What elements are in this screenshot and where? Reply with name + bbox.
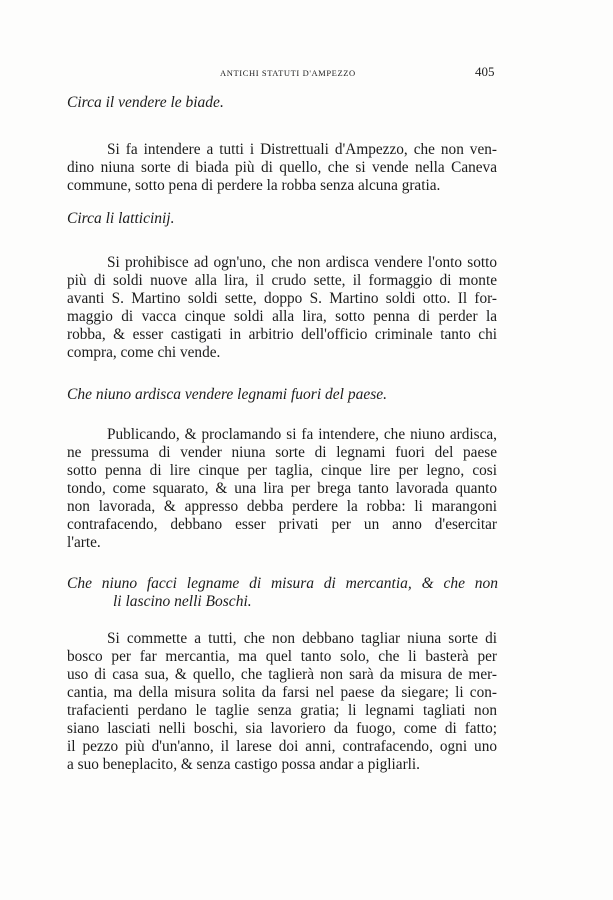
section-heading: Circa li latticinij. [67,210,175,227]
text-line: Publicando, & proclamando si fa intendere, che niuno ardisca, [107,426,497,443]
text-line: uso di casa sua, & quello, che taglierà non sarà da misura de mer- [67,666,497,683]
text-line: bosco per far mercantia, ma quel tanto solo, che li basterà per [67,648,497,665]
text-line: tondo, come squarato, & una lira per brega tanto lavorada quanto [67,480,497,497]
text-line: l'arte. [67,534,101,551]
text-line: ne pressuma di vender niuna sorte di legnami fuori del paese [67,444,497,461]
text-line: trafacienti perdano le taglie senza gratia; li legnami tagliati non [67,702,497,719]
section-heading: Che niuno facci legname di misura di mercantia, & che non [67,575,498,592]
text-line: Si fa intendere a tutti i Distrettuali d'Ampezzo, che non ven- [107,141,497,158]
text-line: avanti S. Martino soldi sette, doppo S. Martino soldi otto. Il for- [67,290,497,307]
page-number: 405 [475,64,495,79]
text-line: maggio di vacca cinque soldi alla lira, sotto penna di perder la [67,308,497,325]
text-line: più di soldi nuove alla lira, il crudo sette, il formaggio di monte [67,272,497,289]
running-head: ANTICHI STATUTI D'AMPEZZO [220,68,356,78]
text-line: Si prohibisce ad ogn'uno, che non ardisca vendere l'onto sotto [107,254,497,271]
text-line: robba, & esser castigati in arbitrio dell'officio criminale tanto chi [67,326,497,343]
text-line: dino niuna sorte di biada più di quello, che si vende nella Caneva [67,159,497,176]
text-line: compra, come chi vende. [67,344,221,361]
text-line: non lavorada, & appresso debba perdere la robba: li marangoni [67,498,497,515]
text-line: a suo beneplacito, & senza castigo possa andar a pigliarli. [67,756,420,773]
text-line: sotto penna di lire cinque per taglia, cinque lire per legno, cosi [67,462,497,479]
text-line: il pezzo più d'un'anno, il larese doi anni, contrafacendo, ogni uno [67,738,497,755]
section-heading-continued: li lascino nelli Boschi. [113,593,252,610]
text-line: commune, sotto pena di perdere la robba senza alcuna gratia. [67,177,441,194]
section-heading: Che niuno ardisca vendere legnami fuori del paese. [67,386,387,403]
text-line: contrafacendo, debbano esser privati per un anno d'esercitar [67,516,497,533]
text-line: siano lasciati nelli boschi, sia lavoriero da fuogo, come di fatto; [67,720,497,737]
text-line: Si commette a tutti, che non debbano tagliar niuna sorte di [107,630,497,647]
text-line: cantia, ma della misura solita da farsi nel paese da siegare; li con- [67,684,497,701]
section-heading: Circa il vendere le biade. [67,94,224,111]
